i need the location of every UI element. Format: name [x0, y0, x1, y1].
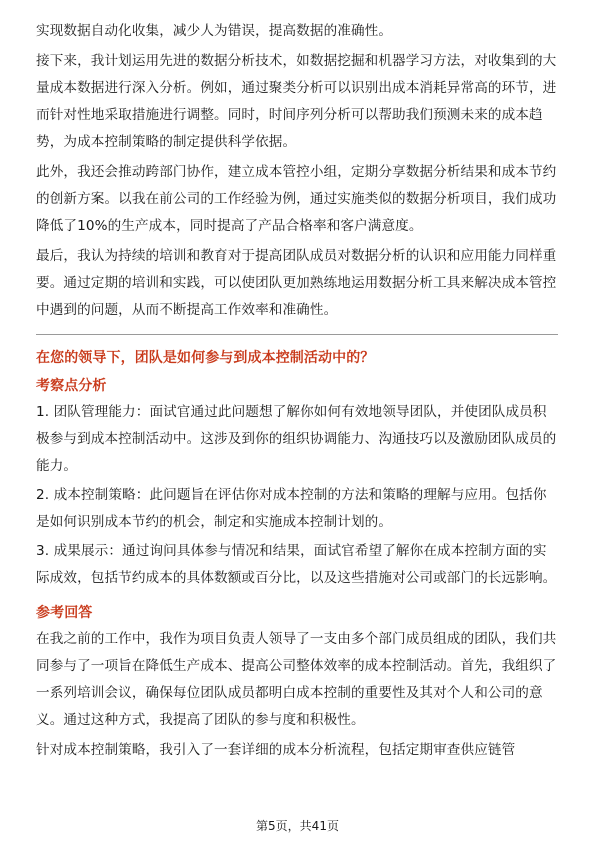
- question-heading: 在您的领导下，团队是如何参与到成本控制活动中的？: [36, 350, 375, 366]
- page-footer: 第5页，共41页: [256, 819, 339, 833]
- analysis-item-3: 3. 成果展示：通过询问具体参与情况和结果，面试官希望了解你在成本控制方面的实际成效，包括节约成本的具体数额或百分比，以及这些措施对公司或部门的长远影响。: [36, 543, 557, 586]
- answer-title: 参考回答: [36, 605, 93, 621]
- analysis-item-2: 2. 成本控制策略：此问题旨在评估你对成本控制的方法和策略的理解与应用。包括你是如何识别成本节约的机会，制定和实施成本控制计划的。: [36, 487, 547, 530]
- section-divider: [36, 334, 558, 335]
- intro-paragraph-3: 此外，我还会推动跨部门协作，建立成本管控小组，定期分享数据分析结果和成本节约的创新方案。以我在前公司的工作经验为例，通过实施类似的数据分析项目，我们成功降低了10%的生产成本，同时提高了产品合格率和客户满意度。: [36, 164, 557, 234]
- answer-paragraph-2: 针对成本控制策略，我引入了一套详细的成本分析流程，包括定期审查供应链管: [36, 742, 516, 758]
- analysis-title: 考察点分析: [36, 378, 107, 394]
- intro-paragraph-2: 接下来，我计划运用先进的数据分析技术，如数据挖掘和机器学习方法，对收集到的大量成本数据进行深入分析。例如，通过聚类分析可以识别出成本消耗异常高的环节，进而针对性地采取措施进行调整。同时，时间序列分析可以帮助我们预测未来的成本趋势，为成本控制策略的制定提供科学依据。: [36, 53, 557, 150]
- page-content: [36, 18, 558, 767]
- analysis-item-1: 1. 团队管理能力：面试官通过此问题想了解你如何有效地领导团队，并使团队成员积极参与到成本控制活动中。这涉及到你的组织协调能力、沟通技巧以及激励团队成员的能力。: [36, 404, 557, 474]
- intro-paragraph-1: 实现数据自动化收集，减少人为错误，提高数据的准确性。: [36, 23, 393, 39]
- intro-paragraph-4: 最后，我认为持续的培训和教育对于提高团队成员对数据分析的认识和应用能力同样重要。通过定期的培训和实践，可以使团队更加熟练地运用数据分析工具来解决成本管控中遇到的问题，从而不断提高工作效率和准确性。: [36, 248, 557, 318]
- answer-paragraph-1: 在我之前的工作中，我作为项目负责人领导了一支由多个部门成员组成的团队，我们共同参与了一项旨在降低生产成本、提高公司整体效率的成本控制活动。首先，我组织了一系列培训会议，确保每位团队成员都明白成本控制的重要性及其对个人和公司的意义。通过这种方式，我提高了团队的参与度和积极性。: [36, 631, 557, 728]
